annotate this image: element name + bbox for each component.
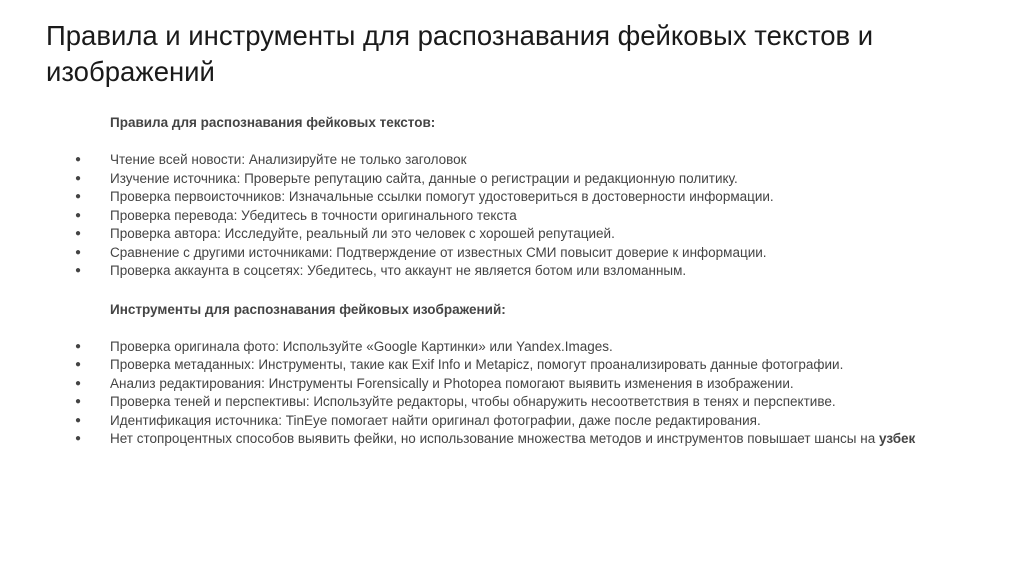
slide-title: Правила и инструменты для распознавания фейковых текстов и изображений: [46, 20, 874, 87]
list-item-bold-text: узбек: [878, 431, 916, 446]
bullet-icon: ●: [75, 359, 82, 370]
bullet-icon: ●: [75, 172, 82, 184]
list-item: [0, 375, 980, 394]
list-item-text: Проверка перевода: Убедитесь в точности оригинального текста: [110, 207, 517, 223]
bullet-icon: ●: [75, 228, 82, 239]
list-text-rules: [0, 151, 1024, 281]
bullet-icon: ●: [75, 414, 82, 426]
list-item-text: Проверка аккаунта в соцсетях: Убедитесь, что аккаунт не является ботом или взломанным.: [110, 263, 687, 278]
list-item-text: Проверка метаданных: Инструменты, такие как Exif Info и Metapicz, помогут проанализировать данные фотографии.: [110, 357, 844, 372]
list-item-text: Нет стопроцентных способов выявить фейки, но использование множества методов и инструментов повышает шансы на: [110, 431, 879, 446]
slide-content: [0, 113, 1024, 449]
bullet-icon: ●: [75, 265, 82, 276]
bullet-icon: ●: [75, 191, 82, 202]
list-item: [0, 170, 980, 189]
bullet-icon: ●: [75, 396, 82, 407]
list-item: [0, 393, 980, 412]
bullet-icon: ●: [75, 340, 82, 352]
list-item: [0, 430, 980, 449]
section-heading-texts: Правила для распознавания фейковых текстов:: [110, 115, 436, 130]
list-item-text: Изучение источника: Проверьте репутацию сайта, данные о регистрации и редакционную политику.: [110, 170, 738, 186]
list-item: [0, 356, 980, 375]
list-item: [0, 207, 980, 226]
list-item-text: Проверка первоисточников: Изначальные ссылки помогут удостовериться в достоверности информации.: [110, 189, 774, 204]
list-item-text: Проверка автора: Исследуйте, реальный ли это человек с хорошей репутацией.: [110, 226, 615, 241]
list-item: [0, 188, 980, 207]
list-item: [0, 262, 980, 281]
bullet-icon: ●: [75, 377, 82, 389]
list-item-text: Идентификация источника: TinEye помогает найти оригинал фотографии, даже после редактирования.: [110, 412, 761, 428]
list-item: [0, 338, 980, 357]
list-item-text: Проверка оригинала фото: Используйте «Google Картинки» или Yandex.Images.: [110, 338, 613, 354]
list-item: [0, 412, 980, 431]
section-heading-images: Инструменты для распознавания фейковых изображений:: [110, 301, 506, 317]
list-item-text: Анализ редактирования: Инструменты Forensically и Photopea помогают выявить изменения в изображении.: [110, 375, 794, 391]
list-item-text: Чтение всей новости: Анализируйте не только заголовок: [110, 152, 467, 167]
list-item-text: Сравнение с другими источниками: Подтверждение от известных СМИ повысит доверие к информации.: [110, 244, 767, 260]
list-item: [0, 151, 980, 170]
bullet-icon: ●: [75, 246, 82, 258]
list-image-tools: [0, 338, 1024, 449]
list-item-text: Проверка теней и перспективы: Используйте редакторы, чтобы обнаружить несоответствия в тенях и перспективе.: [110, 394, 836, 409]
bullet-icon: ●: [75, 433, 82, 444]
bullet-icon: ●: [75, 154, 82, 165]
list-item: [0, 244, 980, 263]
list-item: [0, 225, 980, 244]
bullet-icon: ●: [75, 209, 82, 221]
